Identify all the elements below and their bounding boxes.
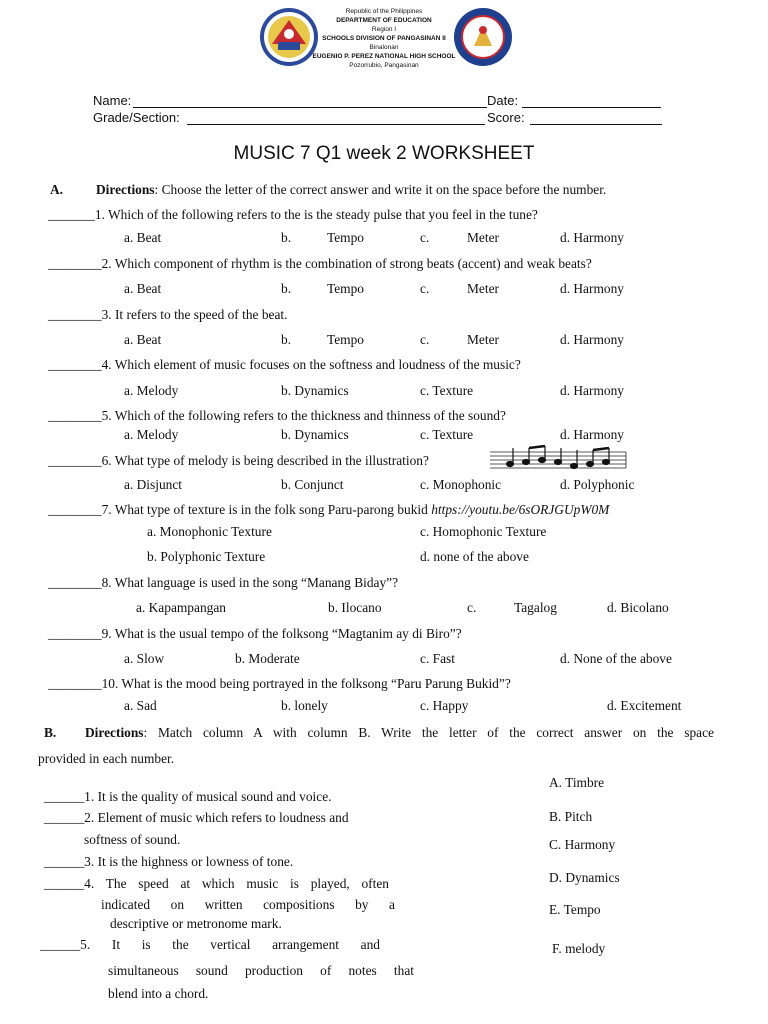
header-address: Pozorrubio, Pangasinan	[349, 62, 419, 69]
header-region: Region I	[371, 26, 397, 33]
question-10: ________10. What is the mood being portrayed in the folksong “Paru Parung Bukid”?	[48, 676, 511, 691]
grade-label: Grade/Section:	[93, 110, 180, 125]
dir-text: : Choose the letter of the correct answer and write it on the space before the number.	[154, 182, 607, 197]
part-b-dir-text: : Match column A with column B. Write the letter of the correct answer on the space	[143, 725, 714, 740]
question-6: ________6. What type of melody is being described in the illustration?	[48, 453, 429, 468]
grade-line[interactable]	[187, 124, 485, 125]
q2-opt-c-text: Meter	[467, 281, 499, 296]
q9-opt-b: b. Moderate	[235, 651, 300, 666]
q7-opt-d: d. none of the above	[420, 549, 529, 564]
q10-opt-d: d. Excitement	[607, 698, 682, 713]
question-4: ________4. Which element of music focuses on the softness and loudness of the music?	[48, 357, 521, 372]
q6-opt-c: c. Monophonic	[420, 477, 502, 492]
question-3: ________3. It refers to the speed of the beat.	[48, 307, 288, 322]
q7-text: ________7. What type of texture is in the folk song Paru-parong bukid	[48, 502, 428, 517]
col-b-item-b: B. Pitch	[549, 809, 593, 824]
q2-opt-b-text: Tempo	[327, 281, 364, 296]
header-deped: DEPARTMENT OF EDUCATION	[336, 17, 432, 24]
question-1: _______1. Which of the following refers to the is the steady pulse that you feel in the tune?	[48, 207, 538, 222]
col-a-item-4: ______4. The speed at which music is played, often	[44, 876, 389, 891]
name-label: Name:	[93, 93, 132, 108]
col-b-item-d: D. Dynamics	[549, 870, 620, 885]
q5-opt-d: d. Harmony	[560, 427, 624, 442]
q1-opt-b-text: Tempo	[327, 230, 364, 245]
header-town: Binalonan	[369, 44, 399, 51]
header-republic: Republic of the Philippines	[345, 8, 423, 15]
name-line[interactable]	[133, 107, 487, 108]
header-school: EUGENIO P. PEREZ NATIONAL HIGH SCHOOL	[312, 53, 456, 60]
col-a-item-2-cont: softness of sound.	[84, 832, 181, 847]
q7-link[interactable]: https://youtu.be/6sORJGUpW0M	[431, 502, 610, 517]
q7-opt-c: c. Homophonic Texture	[420, 524, 547, 539]
q5-opt-b: b. Dynamics	[281, 427, 349, 442]
q2-opt-b: b.	[281, 281, 292, 296]
date-line[interactable]	[522, 107, 661, 108]
col-a-item-2: ______2. Element of music which refers to loudness and	[44, 810, 349, 825]
col-a-item-5-cont2: blend into a chord.	[108, 986, 209, 1001]
score-label: Score:	[487, 110, 525, 125]
q8-opt-d: d. Bicolano	[607, 600, 669, 615]
q1-opt-c: c.	[420, 230, 430, 245]
question-5: ________5. Which of the following refers to the thickness and thinness of the sound?	[48, 408, 506, 423]
part-b-directions	[85, 725, 714, 741]
q3-opt-a: a. Beat	[124, 332, 162, 347]
q5-opt-c: c. Texture	[420, 427, 474, 442]
part-b-letter: B.	[44, 725, 57, 740]
q10-opt-a: a. Sad	[124, 698, 157, 713]
q10-opt-c: c. Happy	[420, 698, 469, 713]
header-division: SCHOOLS DIVISION OF PANGASINAN II	[322, 35, 446, 42]
q5-opt-a: a. Melody	[124, 427, 179, 442]
q9-opt-a: a. Slow	[124, 651, 165, 666]
q8-opt-c-text: Tagalog	[514, 600, 557, 615]
q3-opt-b: b.	[281, 332, 292, 347]
col-a-item-1: ______1. It is the quality of musical sound and voice.	[44, 789, 332, 804]
q8-opt-c: c.	[467, 600, 477, 615]
q1-opt-b: b.	[281, 230, 292, 245]
col-a-item-5: ______5. It is the vertical arrangement and	[40, 937, 380, 952]
dir-label: Directions	[96, 182, 155, 197]
worksheet-title: MUSIC 7 Q1 week 2 WORKSHEET	[233, 143, 535, 164]
date-label: Date:	[487, 93, 519, 108]
col-a-item-5-cont: simultaneous sound production of notes that	[108, 963, 414, 978]
col-a-item-3: ______3. It is the highness or lowness of tone.	[44, 854, 294, 869]
part-b-directions-cont: provided in each number.	[38, 751, 175, 766]
q2-opt-a: a. Beat	[124, 281, 162, 296]
col-a-item-4-cont2: descriptive or metronome mark.	[110, 916, 282, 931]
q9-opt-d: d. None of the above	[560, 651, 672, 666]
q6-opt-d: d. Polyphonic	[560, 477, 635, 492]
q3-opt-b-text: Tempo	[327, 332, 364, 347]
col-a-item-4-cont: indicated on written compositions by a	[101, 897, 395, 912]
q7-opt-b: b. Polyphonic Texture	[147, 549, 266, 564]
q1-opt-a: a. Beat	[124, 230, 162, 245]
score-line[interactable]	[530, 124, 662, 125]
q4-opt-b: b. Dynamics	[281, 383, 349, 398]
part-a-letter: A.	[50, 182, 64, 197]
q6-opt-a: a. Disjunct	[124, 477, 183, 492]
q3-opt-c: c.	[420, 332, 430, 347]
col-b-item-e: E. Tempo	[549, 902, 601, 917]
q4-opt-d: d. Harmony	[560, 383, 624, 398]
q6-opt-b: b. Conjunct	[281, 477, 344, 492]
q8-opt-b: b. Ilocano	[328, 600, 382, 615]
q2-opt-c: c.	[420, 281, 430, 296]
q4-opt-a: a. Melody	[124, 383, 179, 398]
col-b-item-f: F. melody	[552, 941, 606, 956]
q3-opt-d: d. Harmony	[560, 332, 624, 347]
question-9: ________9. What is the usual tempo of the folksong “Magtanim ay di Biro”?	[48, 626, 462, 641]
q8-opt-a: a. Kapampangan	[136, 600, 226, 615]
q10-opt-b: b. lonely	[281, 698, 328, 713]
part-a-directions	[96, 182, 606, 198]
q9-opt-c: c. Fast	[420, 651, 455, 666]
melody-staff-illustration	[488, 444, 628, 474]
q7-opt-a: a. Monophonic Texture	[147, 524, 272, 539]
q3-opt-c-text: Meter	[467, 332, 499, 347]
q1-opt-d: d. Harmony	[560, 230, 624, 245]
col-b-item-a: A. Timbre	[549, 775, 605, 790]
q2-opt-d: d. Harmony	[560, 281, 624, 296]
q1-opt-c-text: Meter	[467, 230, 499, 245]
question-8: ________8. What language is used in the song “Manang Biday”?	[48, 575, 399, 590]
part-b-dir-label: Directions	[85, 725, 144, 740]
col-b-item-c: C. Harmony	[549, 837, 616, 852]
question-2: ________2. Which component of rhythm is the combination of strong beats (accent) and weak beats?	[48, 256, 592, 271]
q4-opt-c: c. Texture	[420, 383, 474, 398]
question-7	[48, 502, 609, 518]
